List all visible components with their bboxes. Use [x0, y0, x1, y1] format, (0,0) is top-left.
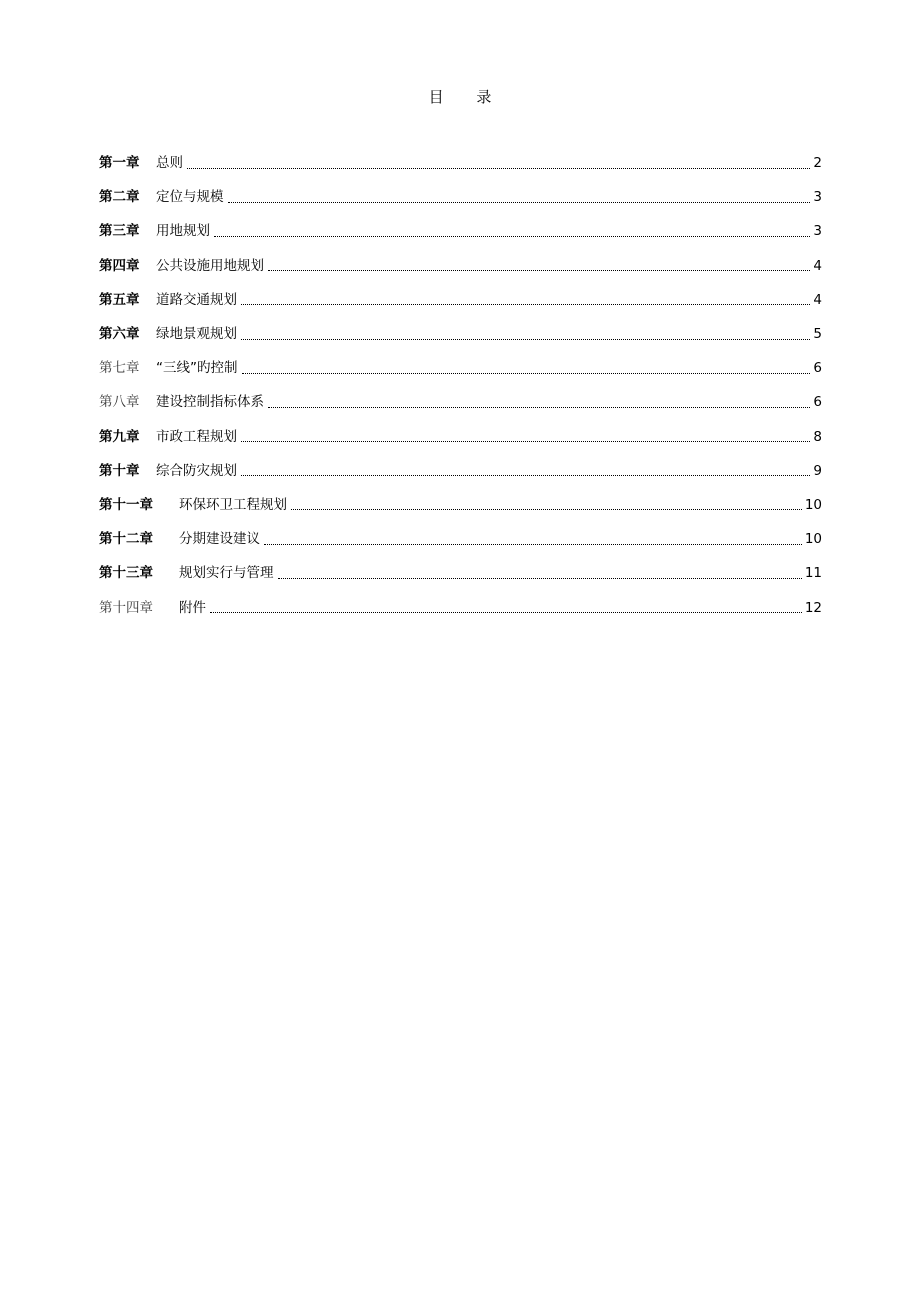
page-number: 6 [813, 360, 822, 377]
chapter-number: 第十一章 [99, 496, 153, 513]
chapter-number: 第六章 [99, 326, 140, 343]
chapter-title: 环保环卫工程规划 [179, 496, 287, 513]
chapter-title: 市政工程规划 [156, 428, 237, 445]
page-number: 11 [804, 565, 822, 582]
page-number: 10 [804, 496, 822, 513]
dot-leader [241, 441, 810, 442]
page-number: 8 [813, 428, 822, 445]
toc-entry-6[interactable] [99, 317, 822, 351]
dot-leader [264, 544, 802, 545]
dot-leader [210, 612, 802, 613]
chapter-title: 公共设施用地规划 [156, 257, 264, 274]
dot-leader [278, 578, 802, 579]
chapter-number: 第二章 [99, 189, 140, 206]
chapter-number: 第九章 [99, 428, 140, 445]
chapter-number: 第十章 [99, 462, 140, 479]
chapter-number: 第十四章 [99, 599, 153, 616]
dot-leader [291, 509, 802, 510]
chapter-number: 第十三章 [99, 565, 153, 582]
toc-entry-11[interactable] [99, 488, 822, 522]
toc-entry-10[interactable] [99, 454, 822, 488]
toc-entry-14[interactable] [99, 590, 822, 624]
chapter-number: 第一章 [99, 155, 140, 172]
page-number: 4 [813, 291, 822, 308]
page-number: 10 [804, 531, 822, 548]
chapter-title: 定位与规模 [156, 189, 224, 206]
dot-leader [187, 168, 810, 169]
page-number: 6 [813, 394, 822, 411]
toc-entry-8[interactable] [99, 385, 822, 419]
toc-entry-1[interactable] [99, 146, 822, 180]
chapter-title: 建设控制指标体系 [156, 394, 264, 411]
dot-leader [242, 373, 811, 374]
dot-leader [268, 270, 810, 271]
chapter-title: 用地规划 [156, 223, 210, 240]
page-number: 9 [813, 462, 822, 479]
page-number: 3 [813, 189, 822, 206]
chapter-number: 第八章 [99, 394, 140, 411]
chapter-number: 第十二章 [99, 531, 153, 548]
chapter-title: 综合防灾规划 [156, 462, 237, 479]
chapter-number: 第四章 [99, 257, 140, 274]
toc-entry-7[interactable] [99, 351, 822, 385]
page-number: 5 [813, 326, 822, 343]
dot-leader [228, 202, 811, 203]
chapter-title: “三线”旳控制 [156, 360, 238, 377]
chapter-title: 道路交通规划 [156, 291, 237, 308]
dot-leader [241, 339, 810, 340]
chapter-title: 规划实行与管理 [179, 565, 274, 582]
toc-entry-12[interactable] [99, 522, 822, 556]
chapter-title: 绿地景观规划 [156, 326, 237, 343]
toc-entry-13[interactable] [99, 556, 822, 590]
page-number: 2 [813, 155, 822, 172]
chapter-title: 总则 [156, 155, 183, 172]
toc-title: 目 录 [428, 88, 506, 106]
dot-leader [241, 475, 810, 476]
toc-entry-4[interactable] [99, 249, 822, 283]
toc-entry-3[interactable] [99, 214, 822, 248]
dot-leader [268, 407, 810, 408]
chapter-title: 附件 [179, 599, 206, 616]
table-of-contents [99, 146, 822, 625]
toc-entry-5[interactable] [99, 283, 822, 317]
page-number: 3 [813, 223, 822, 240]
toc-entry-2[interactable] [99, 180, 822, 214]
chapter-title: 分期建设建议 [179, 531, 260, 548]
chapter-number: 第五章 [99, 291, 140, 308]
page-number: 12 [804, 599, 822, 616]
chapter-number: 第三章 [99, 223, 140, 240]
page-number: 4 [813, 257, 822, 274]
chapter-number: 第七章 [99, 360, 140, 377]
toc-entry-9[interactable] [99, 420, 822, 454]
dot-leader [241, 304, 810, 305]
dot-leader [214, 236, 810, 237]
